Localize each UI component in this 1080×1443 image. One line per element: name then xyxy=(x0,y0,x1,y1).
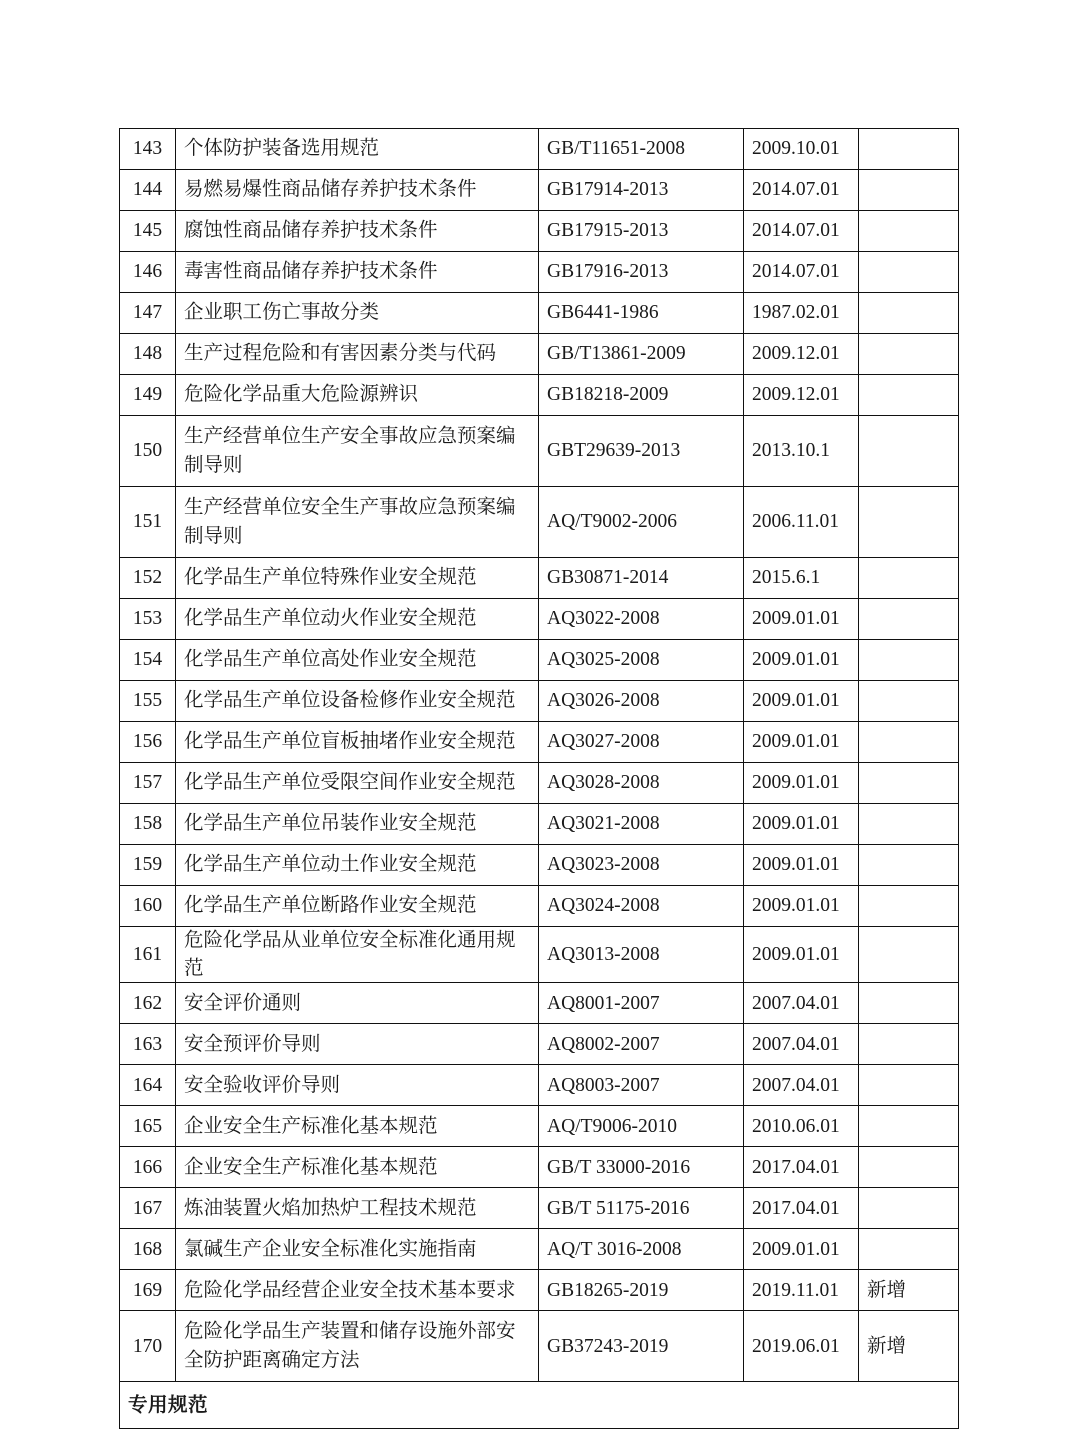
effective-date-cell: 2007.04.01 xyxy=(744,1024,859,1065)
standard-name-cell: 炼油装置火焰加热炉工程技术规范 xyxy=(176,1188,539,1229)
table-row xyxy=(120,1311,959,1382)
standard-name-cell: 化学品生产单位吊装作业安全规范 xyxy=(176,804,539,845)
row-number-cell: 161 xyxy=(120,927,176,983)
row-number-cell: 150 xyxy=(120,416,176,487)
standard-code-cell: GB17916-2013 xyxy=(539,252,744,293)
standard-name-cell: 危险化学品重大危险源辨识 xyxy=(176,375,539,416)
standards-table-container xyxy=(119,128,958,1429)
effective-date-cell: 2009.01.01 xyxy=(744,640,859,681)
table-row xyxy=(120,129,959,170)
remark-cell xyxy=(859,1065,959,1106)
effective-date-cell: 2009.01.01 xyxy=(744,722,859,763)
effective-date-cell: 2009.01.01 xyxy=(744,599,859,640)
standard-code-cell: AQ/T9002-2006 xyxy=(539,487,744,558)
row-number-cell: 168 xyxy=(120,1229,176,1270)
standard-name-cell: 化学品生产单位动土作业安全规范 xyxy=(176,845,539,886)
row-number-cell: 147 xyxy=(120,293,176,334)
standard-code-cell: GB/T 33000-2016 xyxy=(539,1147,744,1188)
remark-cell xyxy=(859,334,959,375)
standard-code-cell: AQ/T 3016-2008 xyxy=(539,1229,744,1270)
effective-date-cell: 2014.07.01 xyxy=(744,211,859,252)
table-row xyxy=(120,211,959,252)
row-number-cell: 156 xyxy=(120,722,176,763)
row-number-cell: 165 xyxy=(120,1106,176,1147)
standard-code-cell: AQ3021-2008 xyxy=(539,804,744,845)
remark-cell: 新增 xyxy=(859,1270,959,1311)
standard-code-cell: GB/T13861-2009 xyxy=(539,334,744,375)
table-row xyxy=(120,293,959,334)
standard-name-cell: 化学品生产单位断路作业安全规范 xyxy=(176,886,539,927)
section-header-row xyxy=(120,1382,959,1429)
row-number-cell: 167 xyxy=(120,1188,176,1229)
standard-name-cell: 企业安全生产标准化基本规范 xyxy=(176,1106,539,1147)
standard-code-cell: AQ8003-2007 xyxy=(539,1065,744,1106)
table-row xyxy=(120,927,959,983)
standard-code-cell: AQ3027-2008 xyxy=(539,722,744,763)
remark-cell xyxy=(859,804,959,845)
standard-code-cell: AQ3028-2008 xyxy=(539,763,744,804)
row-number-cell: 154 xyxy=(120,640,176,681)
table-row xyxy=(120,558,959,599)
row-number-cell: 170 xyxy=(120,1311,176,1382)
row-number-cell: 160 xyxy=(120,886,176,927)
effective-date-cell: 2017.04.01 xyxy=(744,1188,859,1229)
effective-date-cell: 2009.12.01 xyxy=(744,334,859,375)
effective-date-cell: 2014.07.01 xyxy=(744,252,859,293)
row-number-cell: 143 xyxy=(120,129,176,170)
standard-name-cell: 安全评价通则 xyxy=(176,983,539,1024)
section-header-label: 专用规范 xyxy=(120,1382,959,1429)
table-row xyxy=(120,1106,959,1147)
table-row xyxy=(120,640,959,681)
standard-name-cell: 易燃易爆性商品储存养护技术条件 xyxy=(176,170,539,211)
standard-name-cell: 腐蚀性商品储存养护技术条件 xyxy=(176,211,539,252)
remark-cell: 新增 xyxy=(859,1311,959,1382)
row-number-cell: 169 xyxy=(120,1270,176,1311)
effective-date-cell: 2017.04.01 xyxy=(744,1147,859,1188)
effective-date-cell: 1987.02.01 xyxy=(744,293,859,334)
remark-cell xyxy=(859,886,959,927)
table-row xyxy=(120,886,959,927)
remark-cell xyxy=(859,375,959,416)
standard-name-cell: 化学品生产单位高处作业安全规范 xyxy=(176,640,539,681)
standard-code-cell: AQ/T9006-2010 xyxy=(539,1106,744,1147)
standard-name-cell: 化学品生产单位动火作业安全规范 xyxy=(176,599,539,640)
standard-code-cell: AQ3023-2008 xyxy=(539,845,744,886)
effective-date-cell: 2019.06.01 xyxy=(744,1311,859,1382)
standard-code-cell: AQ8002-2007 xyxy=(539,1024,744,1065)
row-number-cell: 153 xyxy=(120,599,176,640)
remark-cell xyxy=(859,170,959,211)
remark-cell xyxy=(859,293,959,334)
effective-date-cell: 2010.06.01 xyxy=(744,1106,859,1147)
standard-code-cell: GB18265-2019 xyxy=(539,1270,744,1311)
remark-cell xyxy=(859,1106,959,1147)
effective-date-cell: 2006.11.01 xyxy=(744,487,859,558)
standard-name-cell: 安全预评价导则 xyxy=(176,1024,539,1065)
effective-date-cell: 2009.01.01 xyxy=(744,845,859,886)
standard-name-cell: 毒害性商品储存养护技术条件 xyxy=(176,252,539,293)
effective-date-cell: 2009.12.01 xyxy=(744,375,859,416)
standard-name-cell: 安全验收评价导则 xyxy=(176,1065,539,1106)
remark-cell xyxy=(859,1188,959,1229)
row-number-cell: 152 xyxy=(120,558,176,599)
table-row xyxy=(120,487,959,558)
standard-code-cell: GB6441-1986 xyxy=(539,293,744,334)
table-row xyxy=(120,1024,959,1065)
standard-code-cell: AQ3026-2008 xyxy=(539,681,744,722)
remark-cell xyxy=(859,722,959,763)
remark-cell xyxy=(859,211,959,252)
remark-cell xyxy=(859,763,959,804)
remark-cell xyxy=(859,487,959,558)
table-row xyxy=(120,722,959,763)
standard-name-cell: 个体防护装备选用规范 xyxy=(176,129,539,170)
remark-cell xyxy=(859,129,959,170)
standard-name-cell: 企业职工伤亡事故分类 xyxy=(176,293,539,334)
standard-code-cell: GB17915-2013 xyxy=(539,211,744,252)
effective-date-cell: 2009.01.01 xyxy=(744,1229,859,1270)
remark-cell xyxy=(859,1024,959,1065)
effective-date-cell: 2014.07.01 xyxy=(744,170,859,211)
standard-name-cell: 生产经营单位安全生产事故应急预案编制导则 xyxy=(176,487,539,558)
standard-code-cell: AQ3013-2008 xyxy=(539,927,744,983)
remark-cell xyxy=(859,927,959,983)
remark-cell xyxy=(859,599,959,640)
standard-name-cell: 生产过程危险和有害因素分类与代码 xyxy=(176,334,539,375)
standard-code-cell: AQ8001-2007 xyxy=(539,983,744,1024)
standards-table xyxy=(119,128,959,1429)
effective-date-cell: 2009.01.01 xyxy=(744,886,859,927)
effective-date-cell: 2009.01.01 xyxy=(744,763,859,804)
standard-name-cell: 危险化学品生产装置和储存设施外部安全防护距离确定方法 xyxy=(176,1311,539,1382)
table-row xyxy=(120,983,959,1024)
effective-date-cell: 2007.04.01 xyxy=(744,983,859,1024)
effective-date-cell: 2009.01.01 xyxy=(744,927,859,983)
standard-name-cell: 化学品生产单位特殊作业安全规范 xyxy=(176,558,539,599)
table-row xyxy=(120,1065,959,1106)
standard-code-cell: GB18218-2009 xyxy=(539,375,744,416)
row-number-cell: 159 xyxy=(120,845,176,886)
row-number-cell: 163 xyxy=(120,1024,176,1065)
table-row xyxy=(120,1188,959,1229)
standard-name-cell: 化学品生产单位盲板抽堵作业安全规范 xyxy=(176,722,539,763)
standards-table-body xyxy=(120,129,959,1429)
table-row xyxy=(120,681,959,722)
standard-code-cell: AQ3025-2008 xyxy=(539,640,744,681)
table-row xyxy=(120,599,959,640)
remark-cell xyxy=(859,416,959,487)
standard-name-cell: 化学品生产单位设备检修作业安全规范 xyxy=(176,681,539,722)
remark-cell xyxy=(859,640,959,681)
standard-code-cell: GBT29639-2013 xyxy=(539,416,744,487)
table-row xyxy=(120,334,959,375)
effective-date-cell: 2007.04.01 xyxy=(744,1065,859,1106)
standard-code-cell: GB/T11651-2008 xyxy=(539,129,744,170)
table-row xyxy=(120,375,959,416)
table-row xyxy=(120,763,959,804)
standard-name-cell: 生产经营单位生产安全事故应急预案编制导则 xyxy=(176,416,539,487)
standard-code-cell: AQ3024-2008 xyxy=(539,886,744,927)
effective-date-cell: 2009.01.01 xyxy=(744,804,859,845)
remark-cell xyxy=(859,681,959,722)
table-row xyxy=(120,1229,959,1270)
row-number-cell: 149 xyxy=(120,375,176,416)
remark-cell xyxy=(859,252,959,293)
standard-code-cell: GB30871-2014 xyxy=(539,558,744,599)
row-number-cell: 162 xyxy=(120,983,176,1024)
row-number-cell: 146 xyxy=(120,252,176,293)
standard-name-cell: 企业安全生产标准化基本规范 xyxy=(176,1147,539,1188)
table-row xyxy=(120,804,959,845)
table-row xyxy=(120,416,959,487)
standard-name-cell: 危险化学品从业单位安全标准化通用规范 xyxy=(176,927,539,983)
table-row xyxy=(120,845,959,886)
standard-code-cell: AQ3022-2008 xyxy=(539,599,744,640)
row-number-cell: 158 xyxy=(120,804,176,845)
row-number-cell: 145 xyxy=(120,211,176,252)
standard-name-cell: 危险化学品经营企业安全技术基本要求 xyxy=(176,1270,539,1311)
effective-date-cell: 2009.01.01 xyxy=(744,681,859,722)
remark-cell xyxy=(859,1147,959,1188)
row-number-cell: 155 xyxy=(120,681,176,722)
standard-code-cell: GB/T 51175-2016 xyxy=(539,1188,744,1229)
remark-cell xyxy=(859,558,959,599)
effective-date-cell: 2009.10.01 xyxy=(744,129,859,170)
remark-cell xyxy=(859,1229,959,1270)
effective-date-cell: 2015.6.1 xyxy=(744,558,859,599)
row-number-cell: 144 xyxy=(120,170,176,211)
table-row xyxy=(120,252,959,293)
remark-cell xyxy=(859,983,959,1024)
row-number-cell: 148 xyxy=(120,334,176,375)
table-row xyxy=(120,1270,959,1311)
remark-cell xyxy=(859,845,959,886)
standard-name-cell: 氯碱生产企业安全标准化实施指南 xyxy=(176,1229,539,1270)
effective-date-cell: 2013.10.1 xyxy=(744,416,859,487)
row-number-cell: 164 xyxy=(120,1065,176,1106)
standard-code-cell: GB37243-2019 xyxy=(539,1311,744,1382)
effective-date-cell: 2019.11.01 xyxy=(744,1270,859,1311)
standard-name-cell: 化学品生产单位受限空间作业安全规范 xyxy=(176,763,539,804)
row-number-cell: 157 xyxy=(120,763,176,804)
table-row xyxy=(120,170,959,211)
table-row xyxy=(120,1147,959,1188)
standard-code-cell: GB17914-2013 xyxy=(539,170,744,211)
row-number-cell: 151 xyxy=(120,487,176,558)
row-number-cell: 166 xyxy=(120,1147,176,1188)
